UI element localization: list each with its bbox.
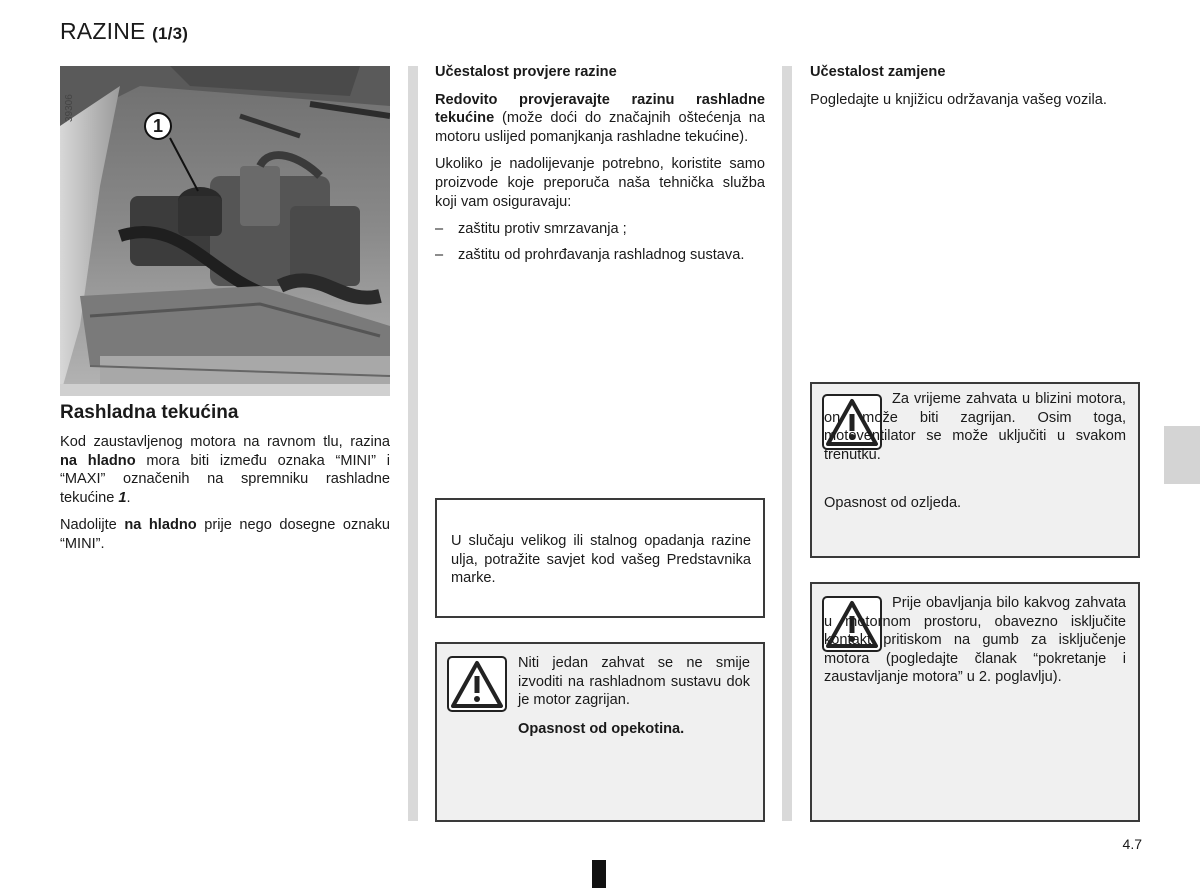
page-number: 4.7 (1122, 836, 1142, 852)
callout-badge (144, 112, 172, 140)
coolant-paragraph-2 (60, 516, 390, 553)
coolant-paragraph-1 (60, 433, 390, 507)
text-run: mora biti između oznaka “MINI” i “MAXI” označenih na spremniku rashladne tekućine (60, 452, 390, 506)
replace-frequency-heading: Učestalost zamjene (810, 64, 946, 80)
burn-warning-text: Niti jedan zahvat se ne smije izvoditi na rashladnom sustavu dok je motor zagrijan. (518, 655, 750, 709)
fan-warning-text: Za vrijeme zahvata u blizini motora, on može biti zagrijan. Osim toga, motoventilator se može uključiti u svakom trenutku. (824, 391, 1126, 463)
page-title-text: RAZINE (60, 18, 146, 44)
check-paragraph-1 (435, 91, 765, 147)
burn-warning-label: Opasnost od opekotina. (518, 721, 685, 737)
fan-warning-label: Opasnost od ozljeda. (824, 495, 962, 511)
figure-code-text: 39306 (64, 94, 75, 122)
fan-warning-box (810, 382, 1140, 558)
text-run: Nadolijte (60, 517, 125, 534)
text-run: . (126, 489, 131, 506)
list-item (435, 220, 765, 239)
warning-triangle-icon (447, 656, 507, 712)
engine-bay-photo (60, 66, 390, 396)
text-run-bold: na hladno (60, 452, 136, 469)
dash-bullet: – (435, 246, 444, 263)
reference-number: 1 (118, 489, 127, 506)
text-run: (može doći do značajnih oštećenja na motoru uslijed pomanjkanja rashladne tekućine). (435, 110, 765, 145)
section-heading: Rashladna tekućina (60, 402, 239, 423)
list-item-text: zaštitu od prohrđavanja rashladnog sustava. (458, 246, 745, 263)
oil-note-box (435, 498, 765, 618)
chapter-tab-marker (1164, 426, 1200, 484)
list-item (435, 246, 765, 265)
oil-note-text: U slučaju velikog ili stalnog opadanja razine ulja, potražite savjet kod vašeg Predstavnika marke. (451, 533, 751, 587)
check-paragraph-2: Ukoliko je nadolijevanje potrebno, koristite samo proizvode koje preporuča naša tehnička služba koji vam osiguravaju: (435, 156, 765, 210)
list-item-text: zaštitu protiv smrzavanja ; (458, 221, 627, 238)
replace-frequency-section (810, 63, 1140, 118)
check-frequency-heading: Učestalost provjere razine (435, 64, 617, 80)
column-separator-right (782, 66, 792, 821)
column-separator-left (408, 66, 418, 821)
dash-bullet: – (435, 221, 444, 238)
page-title-subtitle: (1/3) (152, 24, 189, 43)
coolant-text (60, 433, 390, 563)
text-run: prije nego dosegne oznaku “MINI”. (60, 517, 390, 552)
text-run: Kod zaustavljenog motora na ravnom tlu, razina (60, 434, 390, 450)
burn-warning-box (435, 642, 765, 822)
callout-number: 1 (152, 116, 163, 136)
page-title (60, 18, 188, 45)
text-run-bold: Redovito provjeravajte razinu rashladne tekućine (435, 91, 765, 127)
figure-code (64, 74, 78, 126)
text-run-bold: na hladno (124, 517, 197, 534)
binding-mark (592, 860, 606, 888)
check-frequency-section (435, 63, 765, 271)
replace-paragraph: Pogledajte u knjižicu održavanja vašeg vozila. (810, 91, 1107, 108)
ignition-warning-box (810, 582, 1140, 822)
ignition-warning-text: Prije obavljanja bilo kakvog zahvata u motornom prostoru, obavezno isključite kontakt pritiskom na gumb za isključenje motora (pogledajte članak “pokretanje i zaustavljanje motora” u 2. poglavlju). (824, 595, 1126, 686)
